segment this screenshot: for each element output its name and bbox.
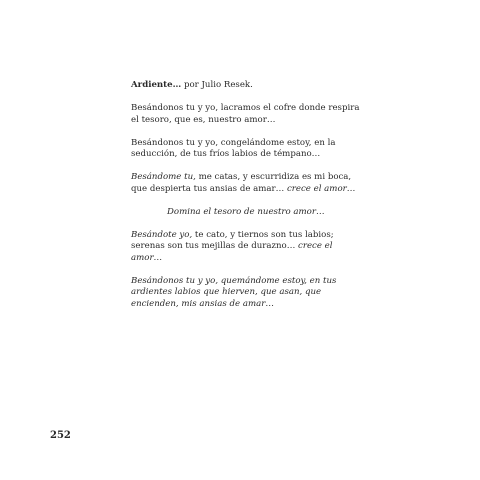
stanza-3-line-2-rest: que despierta tus ansias de amar… <box>131 183 287 194</box>
poem-text <box>131 80 371 310</box>
stanza-2-line-2: seducción, de tus fríos labios de témpano… <box>131 149 321 159</box>
stanza-2-line-1: Besándonos tu y yo, congelándome estoy, en la <box>131 137 336 148</box>
stanza-4-line-1-rest: te cato, y tiernos son tus labios; <box>192 229 334 240</box>
stanza-4-line-1-italic: Besándote yo, <box>131 229 193 240</box>
stanza-3-line-1 <box>131 172 371 184</box>
poem-title-name: Ardiente… <box>131 80 182 90</box>
stanza-1-line-1: Besándonos tu y yo, lacramos el cofre donde respira <box>131 103 360 113</box>
stanza-3-line-2 <box>131 184 371 196</box>
poem-title-author: por Julio Resek. <box>181 80 253 90</box>
stanza-5-line-1: Besándonos tu y yo, quemándome estoy, en tus <box>131 275 337 286</box>
stanza-1-line-2: el tesoro, que es, nuestro amor… <box>131 114 276 125</box>
stanza-5-line-3: encienden, mis ansias de amar… <box>131 298 274 309</box>
stanza-5-line-2: ardientes labios que hierven, que asan, que <box>131 287 322 297</box>
stanza-4-line-2 <box>131 241 371 253</box>
stanza-3-line-1-italic: Besándome tu, <box>131 172 196 182</box>
refrain-line: Domina el tesoro de nuestro amor… <box>167 206 325 217</box>
stanza-4-line-3: amor… <box>131 252 163 263</box>
stanza-3-line-2-italic: crece el amor… <box>286 183 356 194</box>
page-number: 252 <box>50 430 71 441</box>
stanza-3-line-1-rest: me catas, y escurridiza es mi boca, <box>195 172 352 182</box>
stanza-4-line-2-rest: serenas son tus mejillas de durazno… <box>131 241 299 251</box>
poem-title <box>131 80 371 92</box>
stanza-4-line-2-italic: crece el <box>298 241 333 251</box>
stanza-4-line-1 <box>131 230 371 242</box>
